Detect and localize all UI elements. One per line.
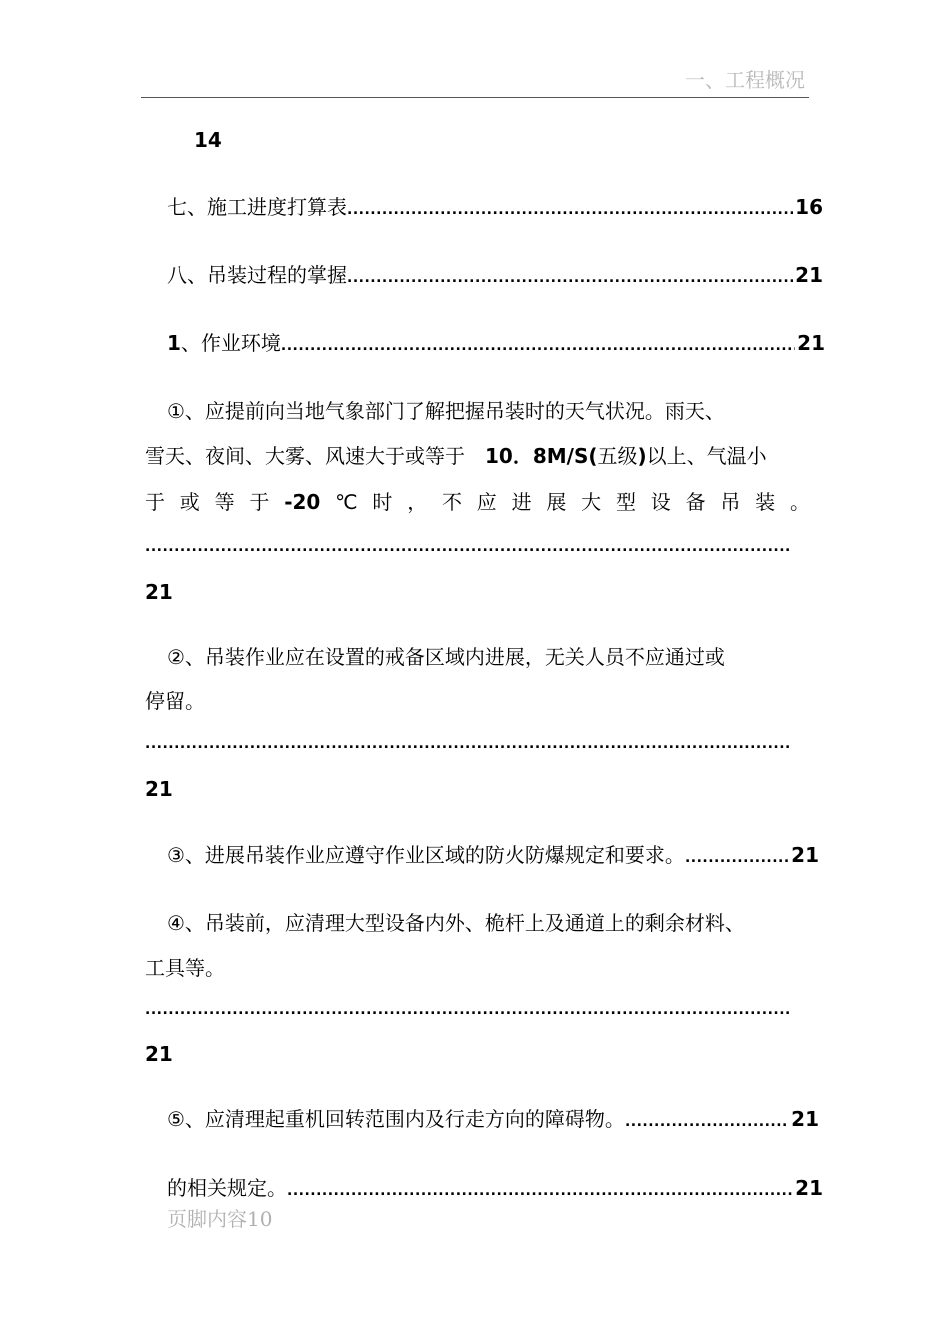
toc-entry-1-page: 21 [797, 331, 825, 355]
toc-p1-line3 [145, 492, 810, 512]
toc-entry-p3-page: 21 [791, 843, 819, 867]
toc-p2-page: 21 [145, 777, 173, 801]
toc-leader-dots [625, 1115, 789, 1129]
toc-p4-page: 21 [145, 1042, 173, 1066]
toc-entry-p6[interactable] [167, 1178, 823, 1198]
toc-entry-p6-label: 的相关规定。 [167, 1176, 287, 1200]
justified-char: ℃ [335, 490, 358, 514]
toc-p1-line1: ①、应提前向当地气象部门了解把握吊装时的天气状况。雨天、 [167, 399, 725, 423]
justified-char: -20 [284, 490, 321, 514]
toc-entry-p6-page: 21 [795, 1176, 823, 1200]
toc-p1-page: 21 [145, 580, 173, 604]
toc-p2-line2: 停留。 [145, 689, 205, 713]
justified-char: 不 [441, 490, 462, 514]
toc-entry-p5-label: ⑤、应清理起重机回转范围内及行走方向的障碍物。 [167, 1107, 625, 1131]
toc-leader-dots [281, 339, 795, 353]
toc-entry-7-page: 16 [795, 195, 823, 219]
toc-leader-dots [685, 851, 789, 865]
justified-char: 于 [249, 490, 270, 514]
justified-char: 装 [755, 490, 776, 514]
toc-p1-line2: 雪天、夜间、大雾、风速大于或等于 10．8M/S(五级)以上、气温小 [145, 444, 767, 468]
justified-char: ， [407, 490, 428, 514]
justified-char: 型 [615, 490, 636, 514]
toc-entry-8[interactable] [167, 265, 823, 285]
justified-char: 进 [511, 490, 532, 514]
toc-entry-1[interactable] [167, 333, 825, 353]
toc-leader-dots [287, 1184, 793, 1198]
toc-leader-dots [347, 203, 793, 217]
toc-leader-dots [145, 737, 791, 751]
justified-char: 展 [546, 490, 567, 514]
toc-leader-dots [347, 271, 793, 285]
toc-page-carry: 14 [194, 128, 222, 152]
justified-char: 。 [789, 490, 810, 514]
justified-char: 大 [581, 490, 602, 514]
justified-char: 应 [476, 490, 497, 514]
toc-entry-p3[interactable] [167, 845, 819, 865]
justified-char: 于 [145, 490, 165, 514]
toc-p4-line2: 工具等。 [145, 956, 225, 980]
toc-entry-8-label: 八、吊装过程的掌握 [167, 263, 347, 287]
footer-text: 页脚内容10 [167, 1207, 273, 1231]
toc-entry-7-label: 七、施工进度打算表 [167, 195, 347, 219]
toc-p4-line1: ④、吊装前，应清理大型设备内外、桅杆上及通道上的剩余材料、 [167, 911, 745, 935]
toc-p2-line1: ②、吊装作业应在设置的戒备区域内进展，无关人员不应通过或 [167, 645, 725, 669]
toc-entry-7[interactable] [167, 197, 823, 217]
toc-leader-dots [145, 540, 791, 554]
justified-char: 时 [372, 490, 393, 514]
justified-char: 备 [685, 490, 706, 514]
justified-char: 设 [650, 490, 671, 514]
toc-entry-p5[interactable] [167, 1109, 819, 1129]
toc-entry-8-page: 21 [795, 263, 823, 287]
justified-char: 吊 [720, 490, 741, 514]
header-title: 一、工程概况 [685, 68, 805, 92]
toc-entry-p3-label: ③、进展吊装作业应遵守作业区域的防火防爆规定和要求。 [167, 843, 685, 867]
justified-char: 或 [179, 490, 200, 514]
justified-char: 等 [214, 490, 235, 514]
header-divider [141, 97, 809, 98]
toc-entry-p5-page: 21 [791, 1107, 819, 1131]
toc-leader-dots [145, 1003, 791, 1017]
toc-entry-1-label: 1、作业环境 [167, 331, 281, 355]
